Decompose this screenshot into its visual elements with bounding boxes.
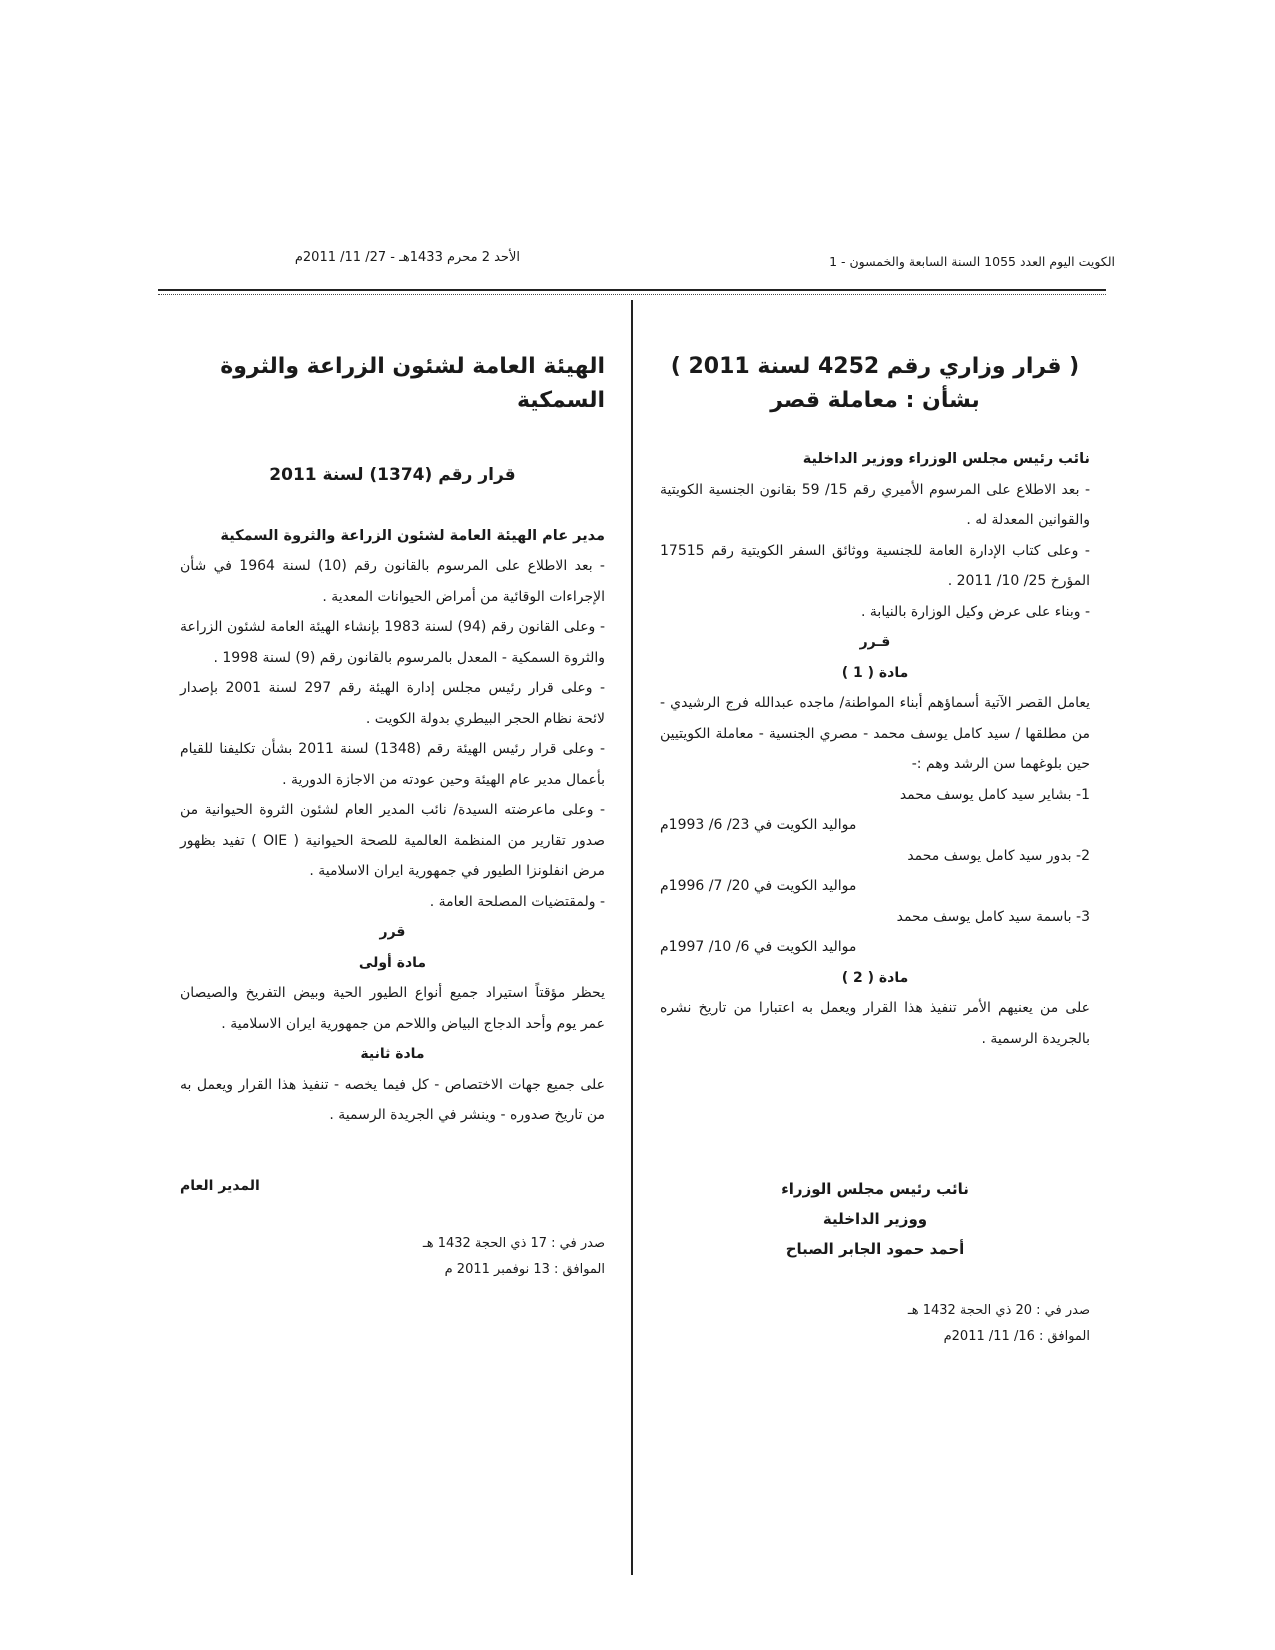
child-birth: مواليد الكويت في 20/ 7/ 1996م	[660, 878, 857, 894]
issue-date: صدر في : 17 ذي الحجة 1432 هـ	[422, 1236, 605, 1251]
signature-name: أحمد حمود الجابر الصباح	[785, 1240, 965, 1258]
preamble-paragraph: - وعلى قرار رئيس الهيئة رقم (1348) لسنة 2011 بشأن تكليفنا للقيام بأعمال مدير عام الهيئة وحين عودته من الاجازة الدورية .	[180, 741, 606, 788]
signature-title: نائب رئيس مجلس الوزراء	[781, 1180, 969, 1198]
decree-heading: قـرر	[859, 634, 891, 650]
decree-heading: قرر	[379, 924, 406, 940]
issuer-heading: مدير عام الهيئة العامة لشئون الزراعة والثروة السمكية	[220, 527, 605, 544]
child-birth: مواليد الكويت في 6/ 10/ 1997م	[660, 939, 857, 955]
article-text: على من يعنيهم الأمر تنفيذ هذا القرار ويعمل به اعتبارا من تاريخ نشره بالجريدة الرسمية .	[660, 1000, 1090, 1047]
child-name: 3- باسمة سيد كامل يوسف محمد	[896, 908, 1090, 925]
preamble-paragraph: - وعلى القانون رقم (94) لسنة 1983 بإنشاء الهيئة العامة لشئون الزراعة والثروة السمكية - المعدل بالمرسوم بالقانون رقم (9) لسنة 1998 .	[180, 619, 605, 666]
column-divider	[631, 300, 633, 1575]
signatory: المدير العام	[180, 1177, 260, 1194]
ministerial-decision-column	[660, 350, 1090, 1350]
preamble-paragraph: - وعلى كتاب الإدارة العامة للجنسية ووثائق السفر الكويتية رقم 17515 المؤرخ 25/ 10/ 2011 .	[660, 542, 1090, 589]
preamble-paragraph: - بعد الاطلاع على المرسوم الأميري رقم 15/ 59 بقانون الجنسية الكويتية والقوانين المعدلة له .	[660, 481, 1090, 528]
decision-title: قرار رقم (1374) لسنة 2011	[269, 465, 516, 485]
article-heading: مادة ( 1 )	[841, 664, 909, 681]
article-text: على جميع جهات الاختصاص - كل فيما يخصه - تنفيذ هذا القرار ويعمل به من تاريخ صدوره - وينشر في الجريدة الرسمية .	[180, 1076, 605, 1123]
preamble-paragraph: - ولمقتضيات المصلحة العامة .	[429, 893, 605, 910]
gazette-header-issue: الكويت اليوم العدد 1055 السنة السابعة والخمسون - 1	[829, 254, 1115, 269]
signature-title: ووزير الداخلية	[822, 1210, 928, 1228]
preamble-paragraph: - وعلى ماعرضته السيدة/ نائب المدير العام لشئون الثروة الحيوانية من صدور تقارير من المنظمة العالمية للصحة الحيوانية ( OIE ) تفيد بظهور مرض انفلونزا الطيور في جمهورية ايران الاسلامية .	[180, 802, 605, 879]
article-text: يحظر مؤقتاً استيراد جميع أنواع الطيور الحية وبيض التفريخ والصيصان عمر يوم وأحد الدجاج البياض واللاحم من جمهورية ايران الاسلامية .	[180, 985, 605, 1032]
decision-subject: بشأن : معاملة قصر	[770, 388, 980, 413]
authority-title: الهيئة العامة لشئون الزراعة والثروة السمكية	[220, 354, 605, 413]
article-heading: مادة أولى	[358, 954, 427, 971]
article-heading: مادة ( 2 )	[841, 969, 909, 986]
issuer-heading: نائب رئيس مجلس الوزراء ووزير الداخلية	[802, 451, 1090, 467]
preamble-paragraph: - بعد الاطلاع على المرسوم بالقانون رقم (10) لسنة 1964 في شأن الإجراءات الوقائية من أمراض الحيوانات المعدية .	[180, 558, 605, 605]
decision-title: ( قرار وزاري رقم 4252 لسنة 2011 )	[670, 354, 1080, 379]
child-name: 2- بدور سيد كامل يوسف محمد	[907, 847, 1090, 864]
issue-date: صدر في : 20 ذي الحجة 1432 هـ	[907, 1303, 1090, 1318]
header-divider	[158, 289, 1106, 291]
preamble-paragraph: - وبناء على عرض وكيل الوزارة بالنيابة .	[861, 603, 1090, 620]
gazette-header-date: الأحد 2 محرم 1433هـ - 27/ 11/ 2011م	[294, 250, 520, 265]
preamble-paragraph: - وعلى قرار رئيس مجلس إدارة الهيئة رقم 297 لسنة 2001 بإصدار لائحة نظام الحجر البيطري بدولة الكويت .	[180, 680, 605, 727]
agriculture-authority-column	[180, 350, 605, 1283]
issue-date-gregorian: الموافق : 16/ 11/ 2011م	[943, 1329, 1090, 1344]
article-heading: مادة ثانية	[360, 1046, 425, 1062]
header-divider-dotted	[158, 294, 1106, 295]
article-text: يعامل القصر الآتية أسماؤهم أبناء المواطنة/ ماجده عبدالله فرج الرشيدي - من مطلقها / سيد كامل يوسف محمد - مصري الجنسية - معاملة الكويتيين حين بلوغهما سن الرشد وهم :-	[660, 695, 1090, 772]
issue-date-gregorian: الموافق : 13 نوفمبر 2011 م	[444, 1262, 605, 1277]
child-name: 1- بشاير سيد كامل يوسف محمد	[899, 786, 1090, 803]
child-birth: مواليد الكويت في 23/ 6/ 1993م	[660, 817, 857, 833]
